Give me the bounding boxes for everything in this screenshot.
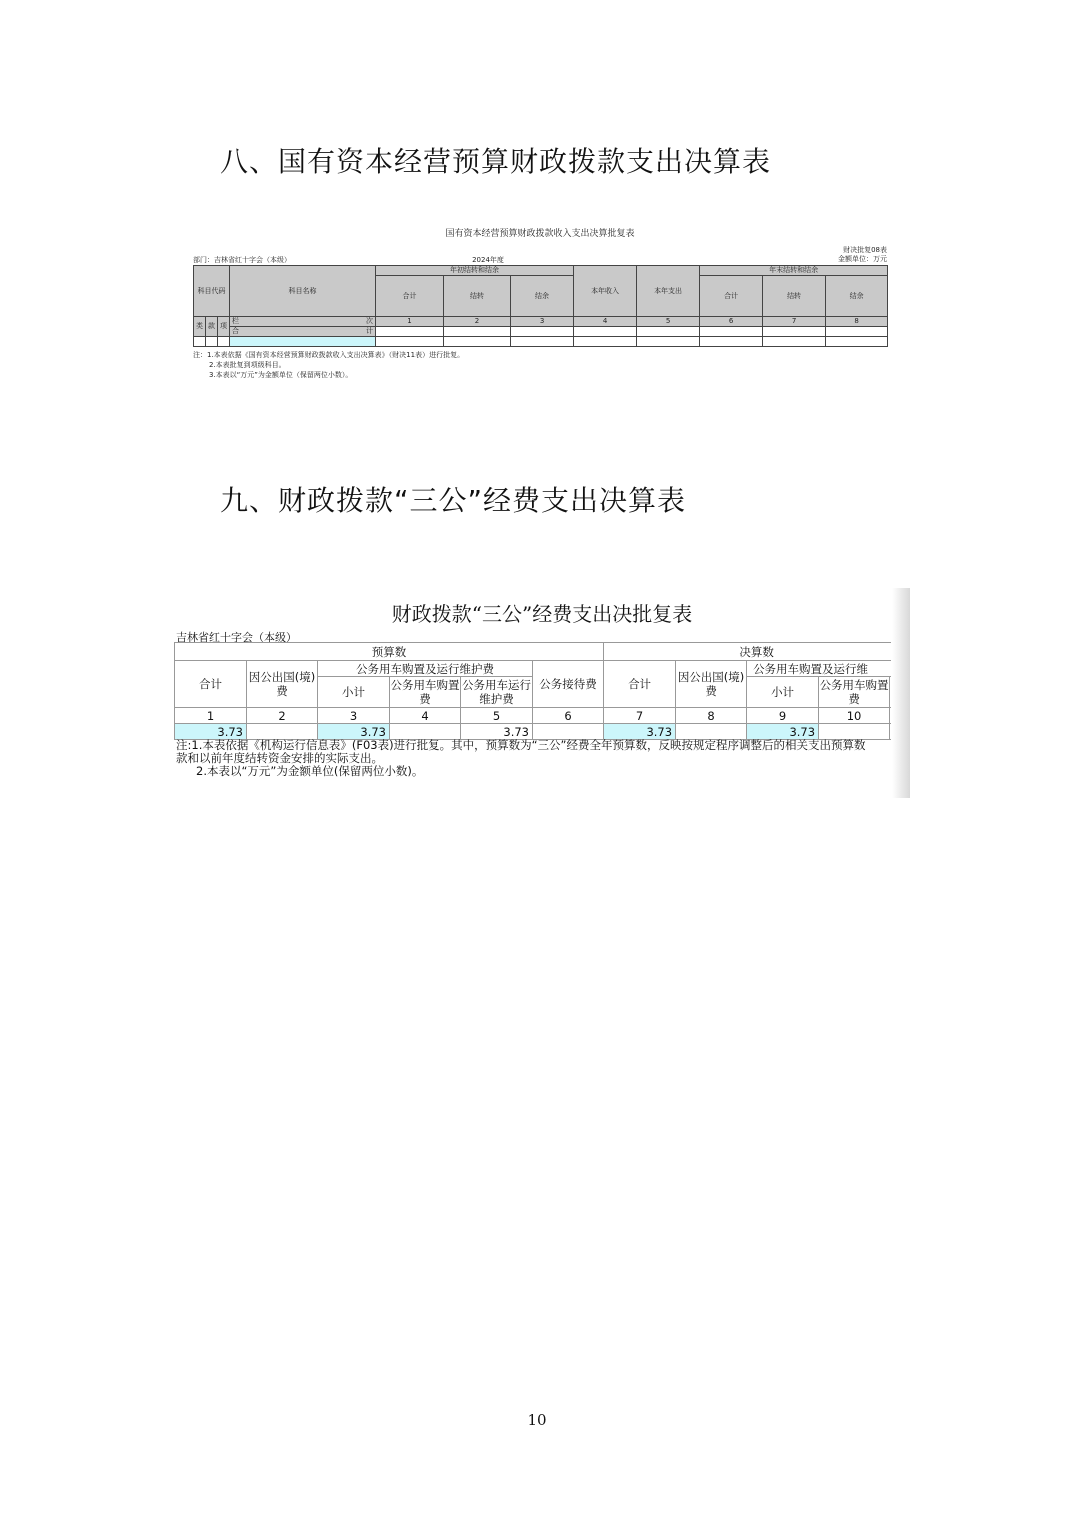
table-cell [763,337,826,347]
table-cell [444,337,511,347]
col-number: 3 [511,317,574,327]
header-total: 合计 [604,661,676,708]
col-number: 8 [676,708,747,724]
note-line: 2.本表批复到项级科目。 [209,361,286,369]
table-cell [890,708,891,724]
table-cell [194,337,206,347]
header-reception: 公务接待费 [533,661,604,708]
header-surplus: 结余 [826,276,888,317]
value-cell: 3.73 [318,724,390,740]
table-title: 国有资本经营预算财政拨款收入支出决算批复表 [445,229,635,239]
table-cell [637,337,700,347]
page-number: 10 [527,1411,547,1429]
page-edge-shadow [892,588,910,798]
row-lanci [230,317,376,327]
col-number: 5 [637,317,700,327]
header-abroad-fee: 因公出国(境)费 [247,661,318,708]
header-car-group: 公务用车购置及运行维护费 [318,661,533,677]
table-cell [444,327,511,337]
header-expense: 本年支出 [637,266,700,317]
department-label: 部门：吉林省红十字会（本级） [193,256,291,264]
header-kuan: 款 [206,317,218,337]
col-number: 1 [376,317,444,327]
table-notes [193,350,887,380]
table-cell [218,337,230,347]
table-cell [376,337,444,347]
header-income: 本年收入 [574,266,637,317]
col-number: 9 [747,708,819,724]
value-cell: 3.73 [175,724,247,740]
header-lei: 类 [194,317,206,337]
value-cell: 3.73 [604,724,676,740]
data-table [174,642,891,740]
table-cell [574,327,637,337]
col-number: 6 [700,317,763,327]
table-cell [890,677,891,708]
state-capital-budget-table [193,225,887,380]
table-cell [511,327,574,337]
note-line: 注:1.本表依据《机构运行信息表》(F03表)进行批复。其中，预算数为“三公”经费全年预算数，反映按规定程序调整后的相关支出预算数 [176,738,866,752]
lan-label: 栏 [232,317,240,325]
amount-unit: 金额单位：万元 [838,255,887,263]
table-cell [700,337,763,347]
header-kemu-name: 科目名称 [230,266,376,317]
col-number: 7 [604,708,676,724]
header-car-buy: 公务用车购置费 [390,678,460,706]
table-cell [376,327,444,337]
col-number: 2 [444,317,511,327]
row-total-label [230,327,376,337]
col-number: 4 [390,708,461,724]
table-cell [700,327,763,337]
header-surplus: 结余 [511,276,574,317]
header-subtotal: 小计 [747,677,819,708]
header-subtotal: 小计 [318,677,390,708]
three-public-expense-table-image [174,588,910,798]
table-cell [890,724,891,740]
note-line: 3.本表以“万元”为金额单位（保留两位小数）。 [209,371,353,379]
ci-label: 次 [366,317,374,325]
table-cell [637,327,700,337]
header-car-group: 公务用车购置及运行维 [747,661,891,677]
col-number: 7 [763,317,826,327]
header-total: 合计 [700,276,763,317]
header-abroad-fee: 因公出国(境)费 [676,661,747,708]
col-number: 6 [533,708,604,724]
table-cell [511,337,574,347]
header-carryover: 结转 [763,276,826,317]
section-heading-9: 九、财政拨款“三公”经费支出决算表 [220,484,687,517]
note-line: 注：1.本表依据《国有资本经营预算财政拨款收入支出决算表》（财决11表）进行批复。 [193,351,465,359]
table-cell [574,337,637,347]
table-code: 财决批复08表 [843,246,887,254]
header-xiang: 项 [218,317,230,337]
table-cell [826,327,888,337]
header-car-buy: 公务用车购置费 [819,678,889,706]
table-title: 财政拨款“三公”经费支出决批复表 [391,602,693,626]
table-cell [206,337,218,347]
header-begin-balance: 年初结转和结余 [376,266,574,276]
header-end-balance: 年末结转和结余 [700,266,888,276]
table-cell [763,327,826,337]
col-number: 1 [175,708,247,724]
header-total: 合计 [376,276,444,317]
table-notes [176,739,865,778]
table-cell [826,337,888,347]
he-label: 合 [232,327,240,335]
value-cell: 3.73 [461,724,533,740]
col-number: 8 [826,317,888,327]
col-number: 4 [574,317,637,327]
header-kemu-code: 科目代码 [194,266,230,317]
table-cell [230,337,376,347]
header-final: 决算数 [604,643,891,661]
fiscal-year: 2024年度 [472,256,504,264]
col-number: 2 [247,708,318,724]
header-total: 合计 [175,661,247,708]
value-cell: 3.73 [747,724,819,740]
col-number: 3 [318,708,390,724]
col-number: 10 [819,708,890,724]
note-line: 2.本表以“万元”为金额单位(保留两位小数)。 [196,764,424,778]
note-line: 款和以前年度结转资金安排的实际支出。 [176,751,383,765]
header-budget: 预算数 [175,643,604,661]
header-car-run: 公务用车运行维护费 [462,678,531,706]
col-number: 5 [461,708,533,724]
header-carryover: 结转 [444,276,511,317]
section-heading-8: 八、国有资本经营预算财政拨款支出决算表 [220,145,772,178]
data-table [193,265,888,347]
department-label: 吉林省红十字会（本级） [176,631,297,644]
ji-label: 计 [366,327,374,335]
